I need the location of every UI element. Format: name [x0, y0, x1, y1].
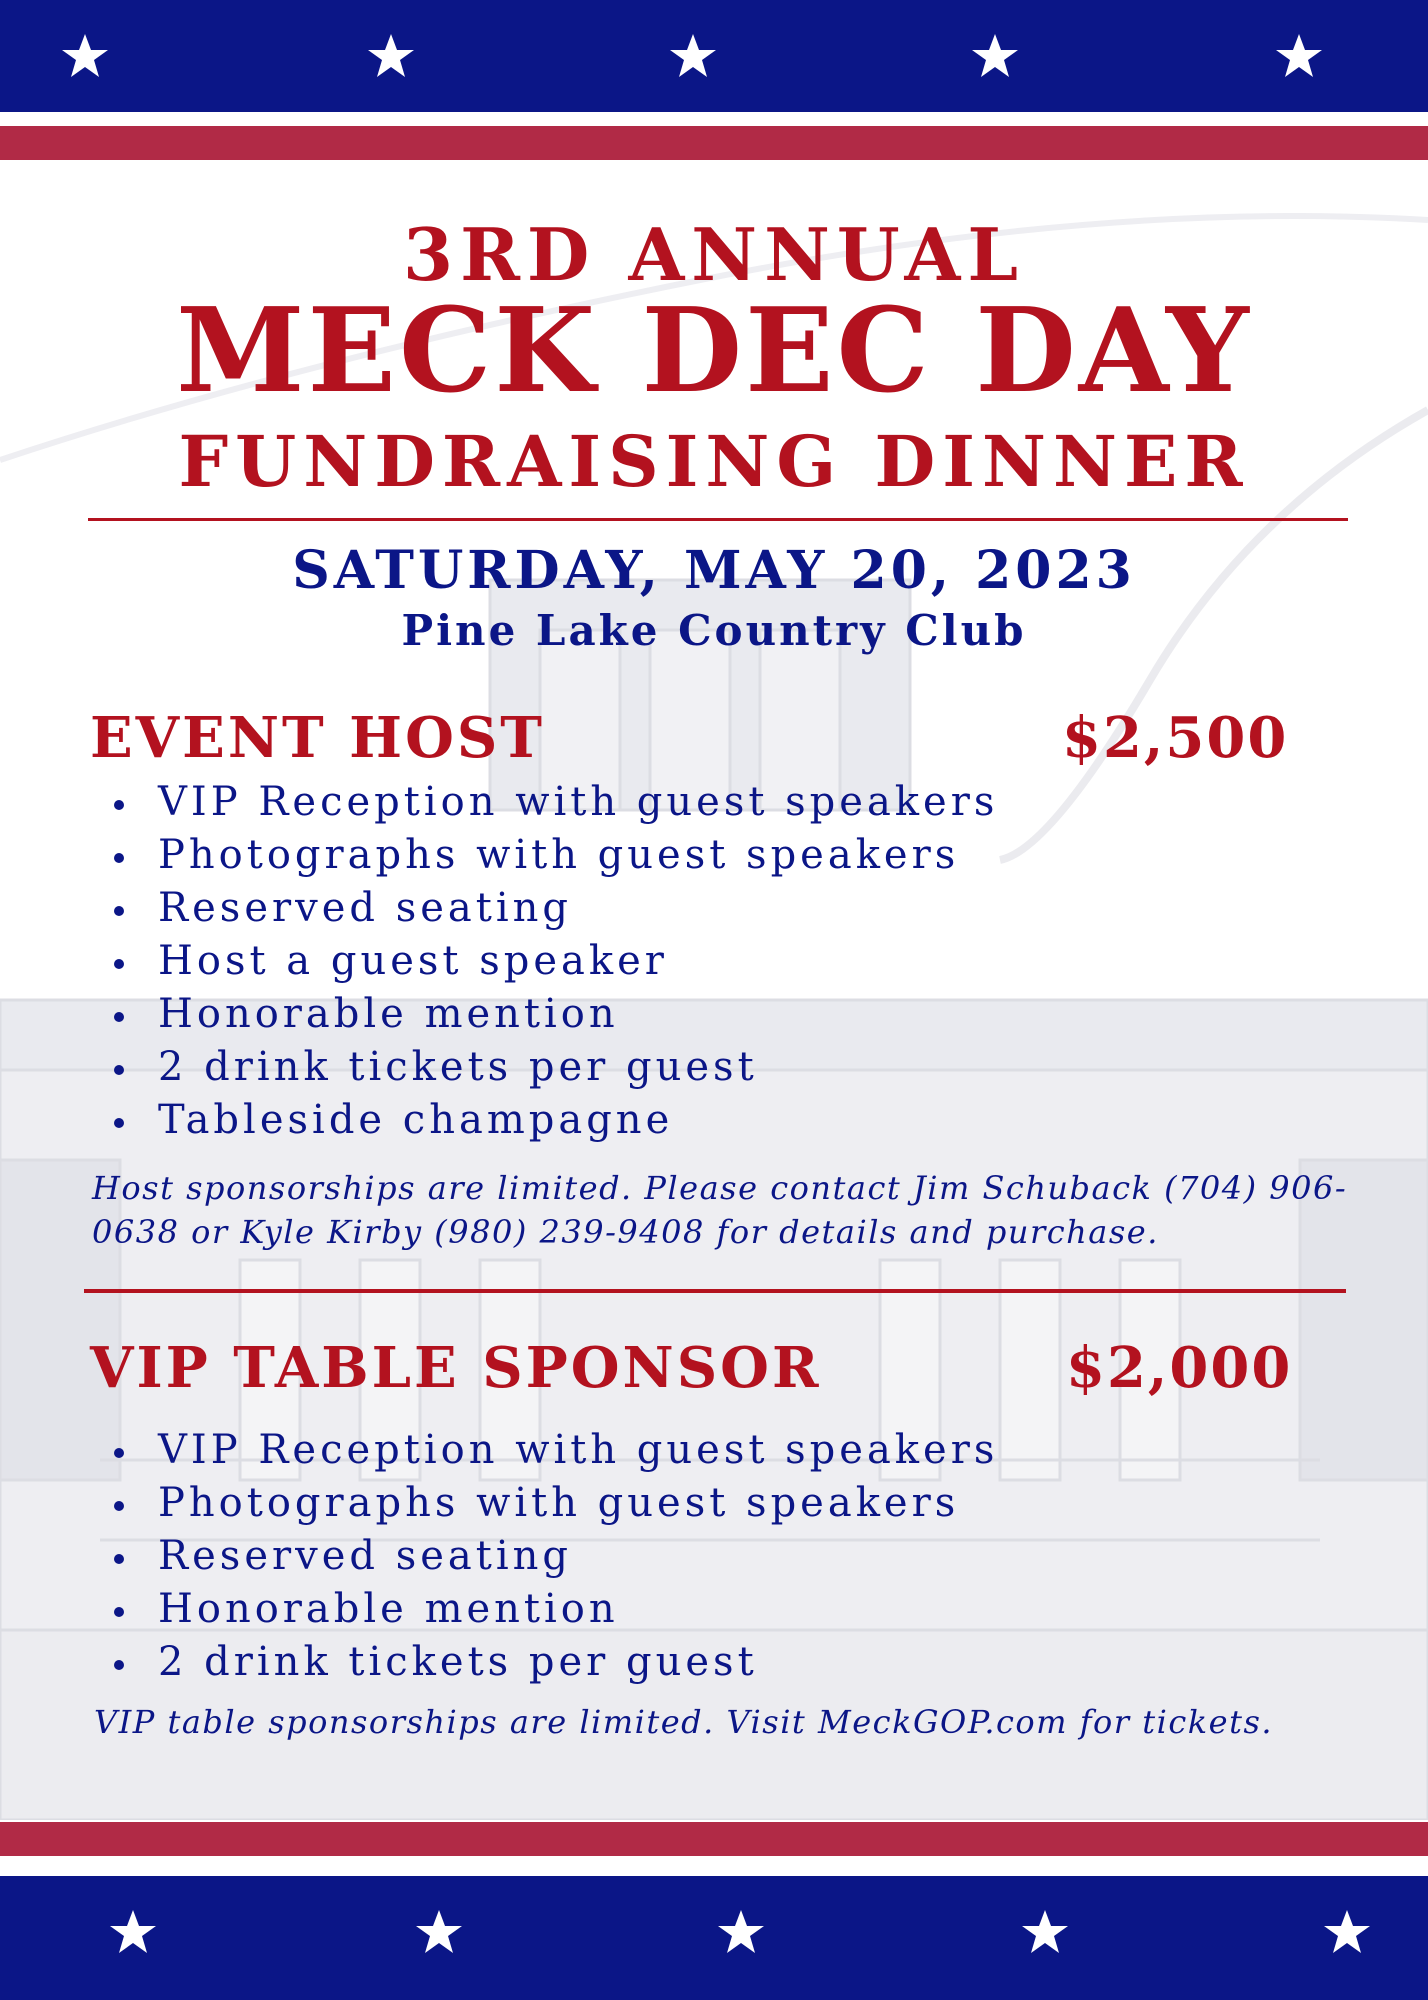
benefit-text: Honorable mention	[158, 1586, 619, 1632]
list-item	[110, 1636, 998, 1689]
list-item	[110, 829, 998, 882]
star-icon	[668, 32, 718, 82]
benefit-text: 2 drink tickets per guest	[158, 1044, 758, 1090]
star-icon	[60, 32, 110, 82]
list-item	[110, 1424, 998, 1477]
title-divider	[88, 518, 1348, 521]
benefit-text: VIP Reception with guest speakers	[158, 1427, 999, 1473]
benefit-text: Reserved seating	[158, 1533, 572, 1579]
bullet-icon	[114, 1501, 124, 1511]
event-venue: Pine Lake Country Club	[401, 606, 1027, 655]
top-red-stripe	[0, 126, 1428, 160]
bullet-icon	[114, 800, 124, 810]
bullet-icon	[114, 906, 124, 916]
vip-table-note: VIP table sponsorships are limited. Visit MeckGOP.com for tickets.	[94, 1703, 1274, 1741]
benefit-text: VIP Reception with guest speakers	[158, 779, 999, 825]
list-item	[110, 882, 998, 935]
bottom-red-stripe	[0, 1822, 1428, 1856]
bullet-icon	[114, 1607, 124, 1617]
benefit-text: Honorable mention	[158, 991, 619, 1037]
tier-price-vip-table-sponsor: $2,000	[1066, 1335, 1293, 1401]
title-main: MECK DEC DAY	[176, 283, 1252, 419]
bullet-icon	[114, 1118, 124, 1128]
star-icon	[716, 1908, 766, 1958]
benefit-text: Photographs with guest speakers	[158, 832, 960, 878]
bullet-icon	[114, 1448, 124, 1458]
list-item	[110, 1530, 998, 1583]
list-item	[110, 1041, 998, 1094]
star-icon	[970, 32, 1020, 82]
bullet-icon	[114, 1660, 124, 1670]
list-item	[110, 1583, 998, 1636]
benefit-text: Tableside champagne	[158, 1097, 674, 1143]
bullet-icon	[114, 959, 124, 969]
star-icon	[1274, 32, 1324, 82]
section-divider	[84, 1289, 1346, 1293]
title-subtitle: FUNDRAISING DINNER	[178, 420, 1250, 503]
event-host-benefits	[110, 776, 998, 1147]
event-host-note: Host sponsorships are limited. Please contact Jim Schuback (704) 906-0638 or Kyle Kirby (980) 239-9408 for details and purchase.	[92, 1169, 1348, 1251]
bottom-banner	[0, 1876, 1428, 2000]
bullet-icon	[114, 1554, 124, 1564]
event-date: SATURDAY, MAY 20, 2023	[292, 540, 1136, 601]
list-item	[110, 1094, 998, 1147]
bullet-icon	[114, 853, 124, 863]
star-icon	[108, 1908, 158, 1958]
star-icon	[1020, 1908, 1070, 1958]
title-annual: 3RD ANNUAL	[403, 212, 1025, 297]
vip-table-benefits	[110, 1424, 998, 1689]
list-item	[110, 1477, 998, 1530]
tier-price-event-host: $2,500	[1062, 705, 1289, 771]
benefit-text: Photographs with guest speakers	[158, 1480, 960, 1526]
benefit-text: 2 drink tickets per guest	[158, 1639, 758, 1685]
bullet-icon	[114, 1012, 124, 1022]
star-icon	[414, 1908, 464, 1958]
star-icon	[1322, 1908, 1372, 1958]
tier-name-vip-table-sponsor: VIP TABLE SPONSOR	[90, 1335, 822, 1401]
benefit-text: Reserved seating	[158, 885, 572, 931]
list-item	[110, 935, 998, 988]
list-item	[110, 776, 998, 829]
bullet-icon	[114, 1065, 124, 1075]
tier-name-event-host: EVENT HOST	[90, 705, 545, 771]
star-icon	[366, 32, 416, 82]
list-item	[110, 988, 998, 1041]
benefit-text: Host a guest speaker	[158, 938, 668, 984]
